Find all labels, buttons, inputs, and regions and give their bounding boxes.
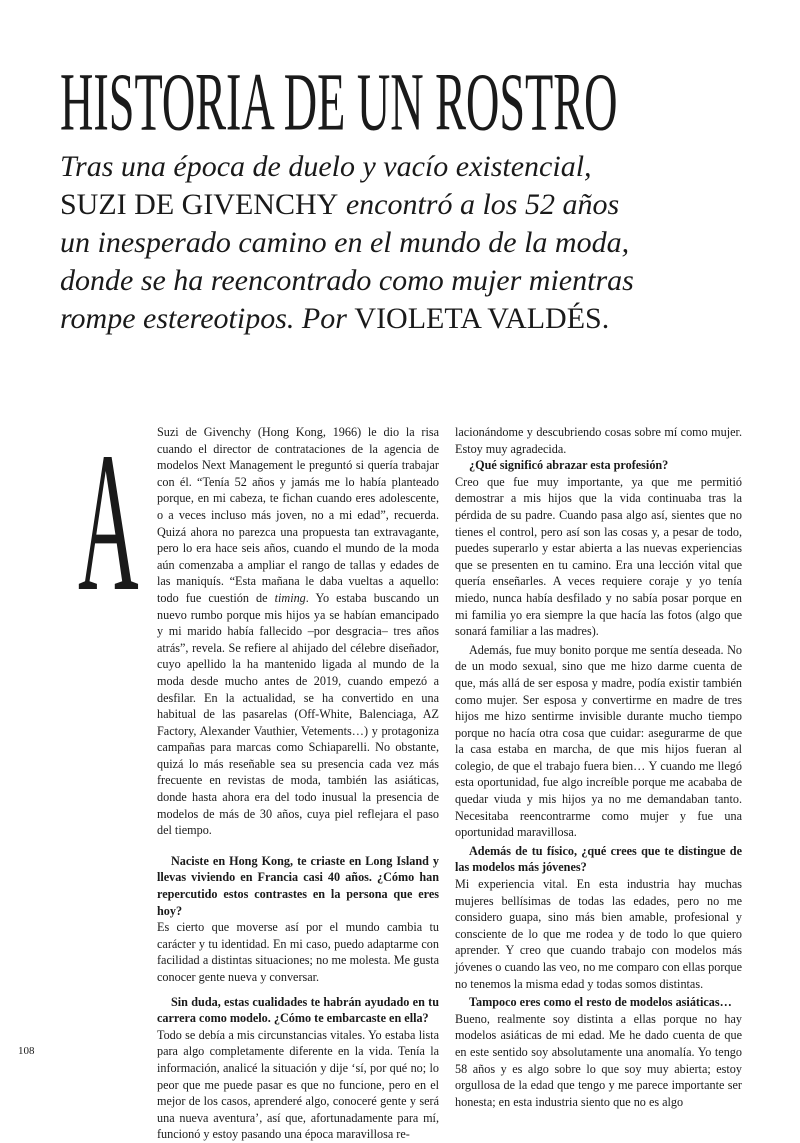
- answer: Todo se debía a mis circunstancias vitales. Yo estaba lista para algo completamente diferente en la vida. Tenía la información, analicé la situación y dije ‘sí, por qué no; lo peor que me puede pasar es que no funcione, pero en el mejor de los casos, aprenderé algo, conoceré gente y será una nueva aventura’, así que, afortunadamente para mí, funcionó y estoy pasando una época maravillosa re-: [157, 1027, 439, 1142]
- deck-line: un inesperado camino en el mundo de la moda,: [60, 226, 630, 259]
- intro-paragraph: Suzi de Givenchy (Hong Kong, 1966) le dio la risa cuando el director de contrataciones de la agencia de modelos Next Management le preguntó si quería trabajar con él. “Tenía 52 años y jamás me lo había planteado porque, en mi cabeza, te fichan cuando eres adolescente, o a veces incluso más joven, no a mi edad”, recuerda. Quizá ahora no parezca una propuesta tan extravagante, pero lo era hace seis años, cuando el mundo de la moda aún comenzaba a ampliar el rango de tallas y edades de las maniquís. “Esta mañana le daba vueltas a aquello: todo fue cuestión de timing. Yo estaba buscando un nuevo rumbo porque mis hijos ya se habían emancipado y mi marido había fallecido –por desgracia– tres años atrás”, revela. Se refiere al ahijado del célebre diseñador, cuyo apellido la ha mantenido ligada al mundo de la moda desde mucho antes de 2019, cuando empezó a desfilar. En la actualidad, se ha convertido en una habitual de las pasarelas (Off-White, Balenciaga, AZ Factory, Alexander Vauthier, Vetements…) y protagoniza campañas para marcas como Schiaparelli. No obstante, quizá lo más reseñable sea su presencia cada vez más frecuente en revistas de moda, también las asiáticas, donde hasta ahora era del todo inusual la presencia de modelos de más de 30 años, cuya piel reflejara el paso del tiempo.: [157, 425, 439, 838]
- question: Sin duda, estas cualidades te habrán ayudado en tu carrera como modelo. ¿Cómo te embarcaste en ella?: [157, 994, 439, 1026]
- answer: Es cierto que moverse así por el mundo cambia tu carácter y tu identidad. En mi caso, puedo adaptarme con facilidad a distintas situaciones; no me molesta. Me gusta conocer gente nueva y conversar.: [157, 920, 439, 984]
- answer: Bueno, realmente soy distinta a ellas porque no hay modelos asiáticas de mi edad. Me he dado cuenta de que en este sentido soy absolutamente una anomalía. Yo tengo 58 años y es algo sobre lo que soy muy abierta; estoy orgullosa de la edad que tengo y me parece importante ser honesta; en esta industria siento que no es algo: [455, 1011, 742, 1109]
- deck-line: donde se ha reencontrado como mujer mientras: [60, 264, 634, 297]
- page-number: 108: [18, 1045, 35, 1057]
- answer: Creo que fue muy importante, ya que me permitió demostrar a mis hijos que la vida continuaba tras la pérdida de su padre. Cuando pasa algo así, sientes que no tienes el control, pero así son las cosas y, a pesar de todo, puedes superarlo y estar abierta a las nuevas experiencias que se presenten en tu camino. Era una lección vital que quería enseñarles. A veces requiere coraje y yo tenía miedo, nunca había desfilado y no sabía posar porque en mi familia yo era siempre la que hacía las fotos (algo que sonará familiar a las madres).: [455, 474, 742, 639]
- question: Naciste en Hong Kong, te criaste en Long Island y llevas viviendo en Francia casi 40 años. ¿Cómo han repercutido estos contrastes en la persona que eres hoy?: [157, 853, 439, 918]
- article-column-2: [455, 424, 742, 1110]
- headline: HISTORIA DE UN ROSTRO: [60, 57, 618, 149]
- answer: Mi experiencia vital. En esta industria hay muchas mujeres bellísimas de todas las edades, pero no me considero guapa, sino más bien amable, profesional y consciente de lo que me rodea y de todo lo que quiero aprender. Y creo que cuando trabajo con modelos más jóvenes o cuando las veo, no me comparo con ellas porque no tenemos la misma edad y todas somos distintas.: [455, 877, 742, 991]
- deck-line: Tras una época de duelo y vacío existencial,: [60, 150, 592, 183]
- answer-continued: lacionándome y descubriendo cosas sobre mí como mujer. Estoy muy agradecida.: [455, 425, 742, 456]
- deck-subject-name: SUZI DE GIVENCHY: [60, 188, 339, 221]
- deck-line: rompe estereotipos. Por: [60, 302, 355, 335]
- question: Además de tu físico, ¿qué crees que te distingue de las modelos más jóvenes?: [455, 843, 742, 875]
- question: ¿Qué significó abrazar esta profesión?: [469, 458, 669, 473]
- drop-cap: A: [78, 412, 139, 633]
- answer: Además, fue muy bonito porque me sentía deseada. No de un modo sexual, sino que me hizo darme cuenta de que, más allá de ser esposa y madre, podía existir también como mujer. Ser esposa y convertirme en madre de tres hijos me hizo sentirme invisible durante mucho tiempo porque no hacía otra cosa que cuidar: asegurarme de que la casa estaba en marcha, de que mis hijos fueran al colegio, de que el trabajo fuera bien… Y cuando me llegó esta oportunidad, fue algo increíble porque me acababa de quedar viuda y mis hijos ya no me demandaban tanto. Necesitaba reencontrarme como mujer y fue una oportunidad maravillosa.: [455, 642, 742, 840]
- deck-line: encontró a los 52 años: [338, 188, 620, 221]
- deck-standfirst: [60, 148, 760, 338]
- deck-author: VIOLETA VALDÉS.: [354, 302, 610, 335]
- question: Tampoco eres como el resto de modelos asiáticas…: [469, 995, 732, 1010]
- article-column-1: [157, 424, 439, 1143]
